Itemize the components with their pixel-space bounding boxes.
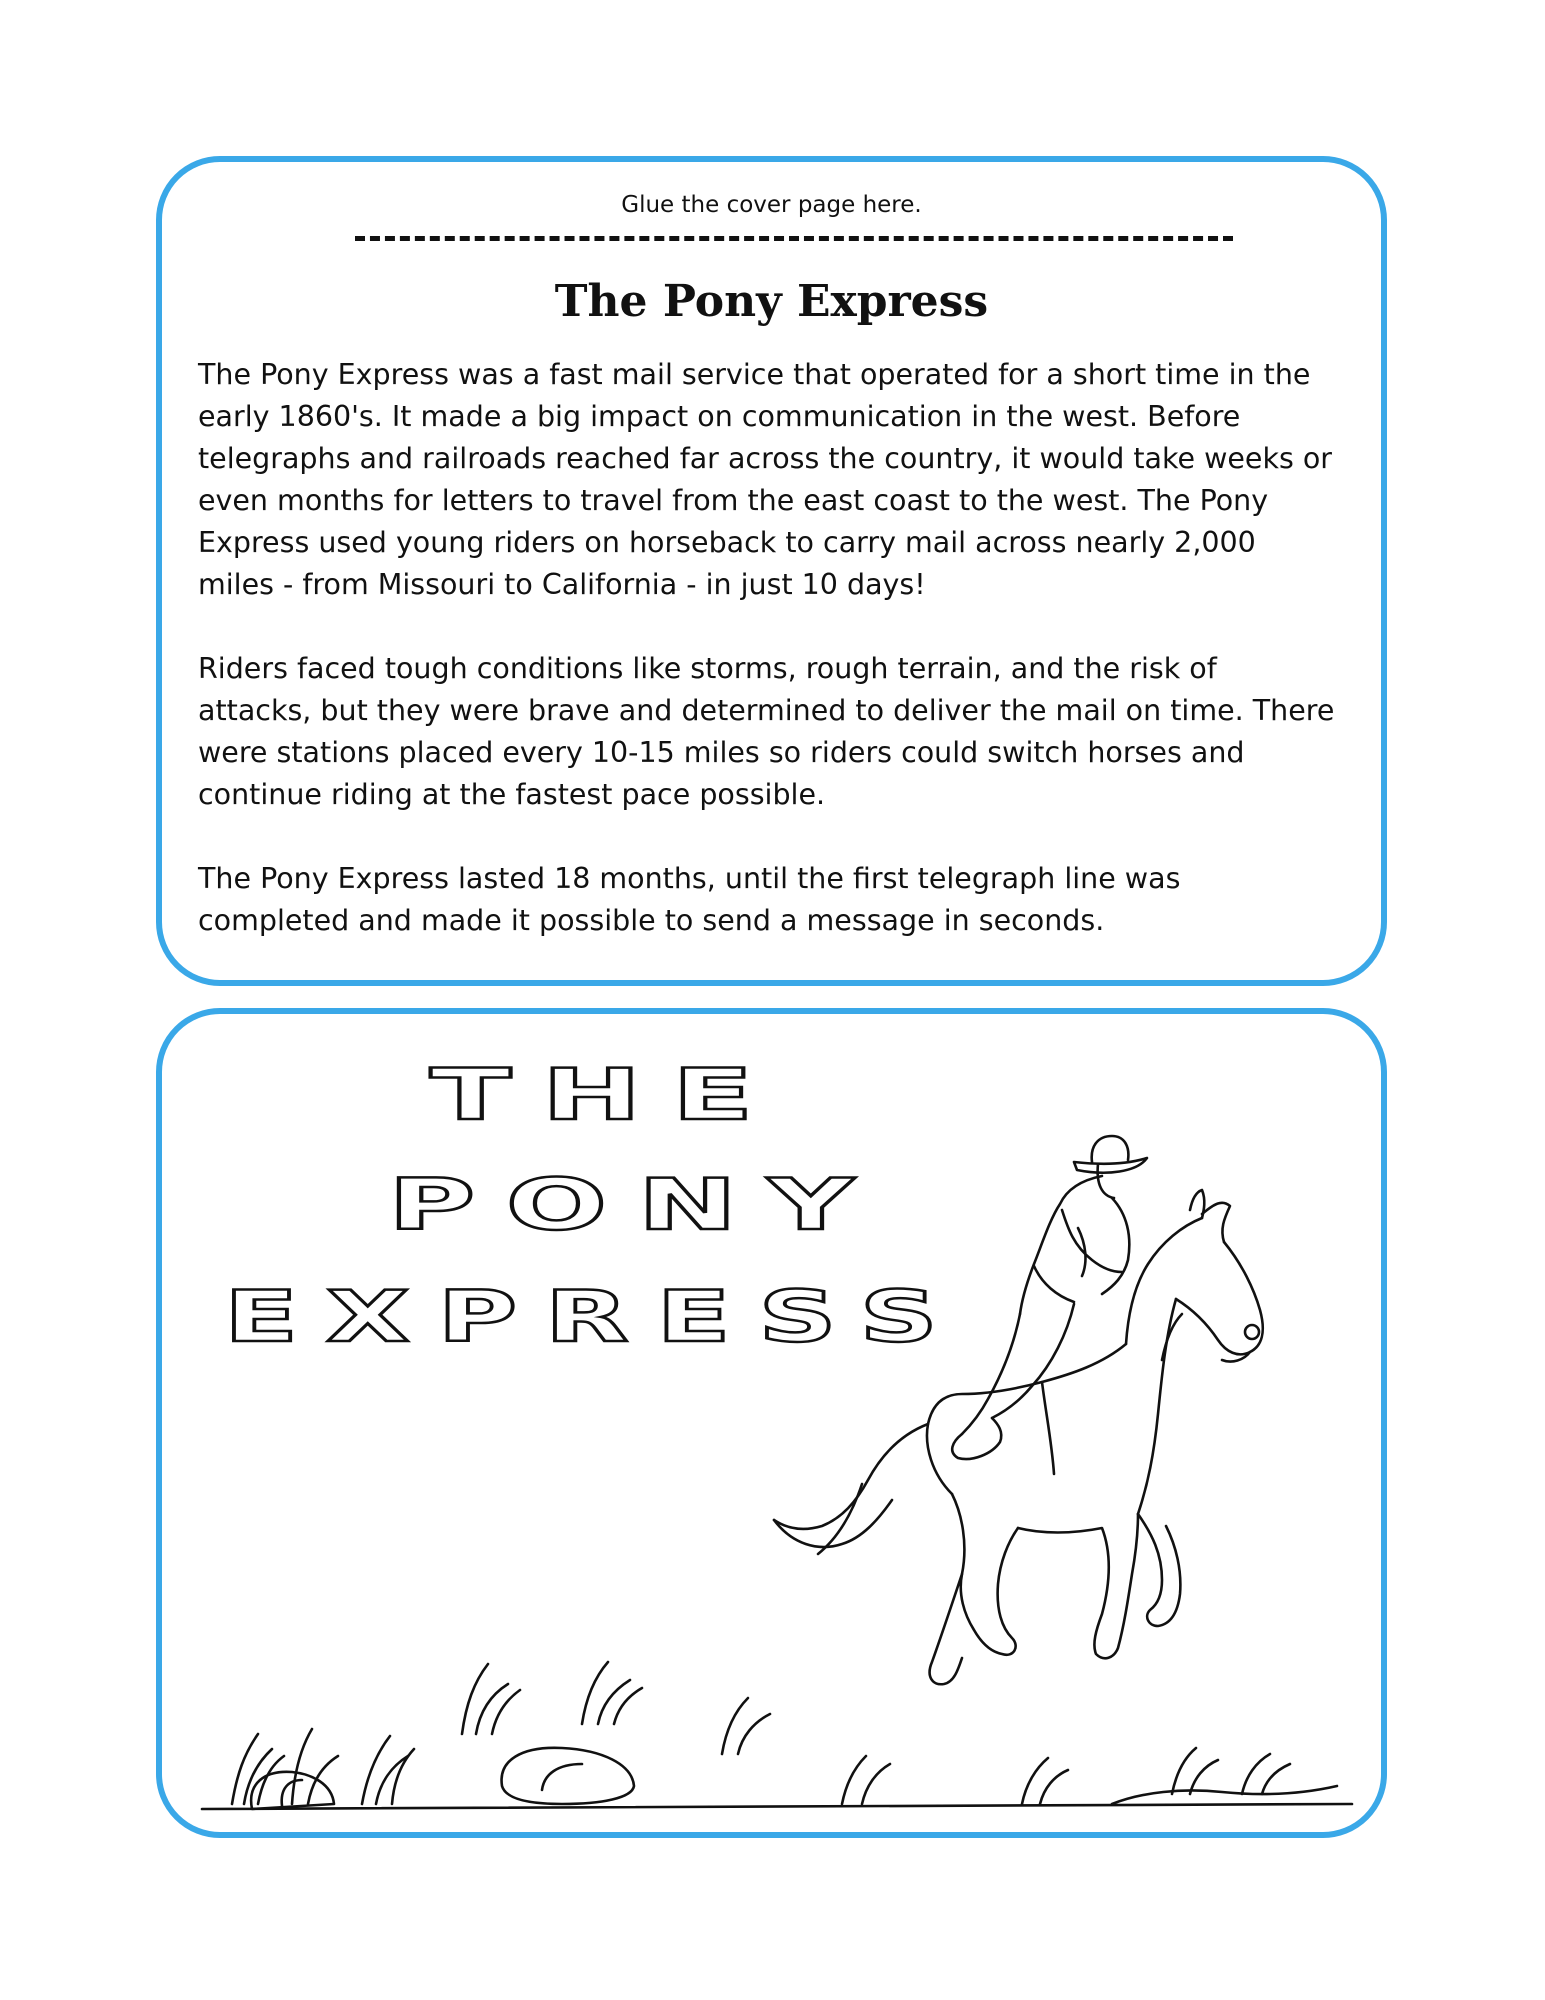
paragraph-3: The Pony Express lasted 18 months, until the first telegraph line was completed and made it possible to send a message in seconds.: [198, 862, 1181, 937]
body-text: [198, 354, 1338, 984]
dashed-cut-line: [355, 236, 1233, 241]
cover-word-express: EXPRESS: [224, 1276, 966, 1358]
paragraph-1: The Pony Express was a fast mail service that operated for a short time in the early 1860's. It made a big impact on communication in the west. Before telegraphs and railroads reached far across the country, it would take weeks or even months for letters to travel from the east coast to the west. The Pony Express used young riders on horseback to carry mail across nearly 2,000 miles - from Missouri to California - in just 10 days!: [198, 358, 1333, 601]
info-card: [156, 156, 1387, 986]
cover-word-pony: PONY: [388, 1164, 885, 1246]
rider-figure-icon: [952, 1164, 1129, 1459]
page-title: The Pony Express: [554, 276, 989, 327]
horse-and-rider-illustration: [162, 1014, 1381, 1832]
glue-instruction: Glue the cover page here.: [621, 192, 922, 218]
cowboy-hat-icon: [1074, 1136, 1147, 1173]
cover-card: [156, 1008, 1387, 1838]
grass-illustration-icon: [202, 1662, 1352, 1809]
paragraph-2: Riders faced tough conditions like storms, rough terrain, and the risk of attacks, but they were brave and determined to deliver the mail on time. There were stations placed every 10-15 miles so riders could switch horses and continue riding at the fastest pace possible.: [198, 652, 1335, 811]
horse-figure-icon: [774, 1190, 1263, 1684]
cover-word-the: THE: [430, 1054, 784, 1136]
